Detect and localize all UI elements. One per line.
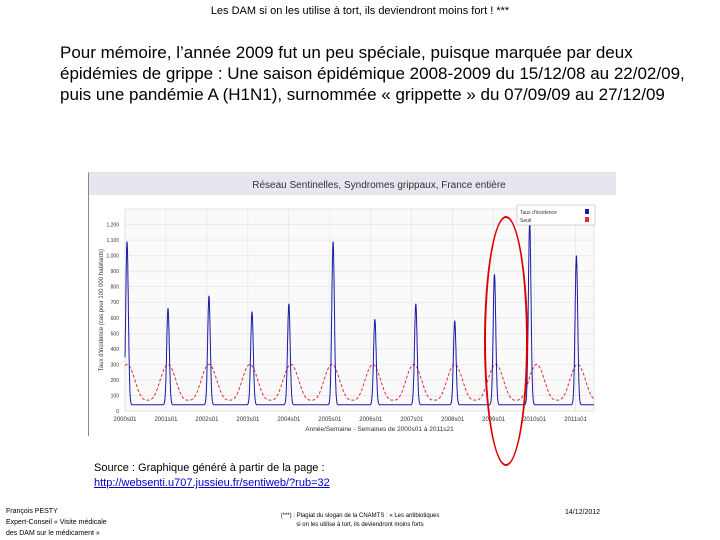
source-block <box>94 461 330 491</box>
header-title: Les DAM si on les utilise à tort, ils deviendront moins fort ! *** <box>210 5 510 17</box>
y-tick-label: 0 <box>116 409 119 415</box>
x-axis-label: Année/Semaine - Semaines de 2000s01 à 2011s21 <box>305 426 454 433</box>
x-tick-label: 2007s01 <box>400 417 424 423</box>
x-tick-label: 2003s01 <box>236 417 260 423</box>
x-tick-label: 2010s01 <box>523 417 547 423</box>
y-tick-label: 900 <box>110 269 119 276</box>
x-tick-label: 2008s01 <box>441 417 465 423</box>
legend-swatch-seuil <box>585 217 589 222</box>
y-tick-label: 100 <box>110 393 119 400</box>
x-tick-label: 2004s01 <box>277 417 301 423</box>
source-link[interactable]: http://websenti.u707.jussieu.fr/sentiweb/?rub=32 <box>94 477 330 489</box>
slide-date: 14/12/2012 <box>565 509 601 516</box>
author-role-2: des DAM sur le médicament » <box>6 530 100 537</box>
footnote-line-1: (***) : Plagiat du slogan de la CNAMTS : « Les antibiotiques <box>280 513 440 519</box>
author-name: François PESTY <box>6 508 58 515</box>
chart-image <box>88 172 616 436</box>
x-tick-label: 2001s01 <box>154 417 178 423</box>
y-axis-label: Taux d'incidence (cas pour 100 000 habitants) <box>99 248 105 372</box>
chart-legend <box>517 205 595 225</box>
y-tick-label: 1,200 <box>106 222 119 229</box>
legend-label-incidence: Taux d'incidence <box>520 210 557 216</box>
y-tick-label: 700 <box>110 300 119 307</box>
author-role: Expert-Conseil « Visite médicale <box>6 519 107 526</box>
memo-paragraph: Pour mémoire, l’année 2009 fut un peu spéciale, puisque marquée par deux épidémies de grippe : Une saison épidémique 2008-2009 du 15/12/08 au 22/02/09, puis une pandémie A (H1N1), surnommée « grippette » du 07/09/09 au 27/12/09 <box>60 43 685 104</box>
highlight-ellipse <box>484 216 528 466</box>
footnote-line-2: si on les utilise à tort, ils deviendront moins forts <box>296 522 424 528</box>
y-tick-label: 600 <box>110 315 119 322</box>
x-tick-label: 2005s01 <box>318 417 342 423</box>
source-label: Source : Graphique généré à partir de la page : <box>94 462 325 474</box>
y-tick-label: 1,100 <box>106 238 119 245</box>
legend-label-seuil: Seuil <box>520 218 532 224</box>
y-tick-label: 200 <box>110 377 119 384</box>
x-tick-label: 2006s01 <box>359 417 383 423</box>
x-tick-label: 2002s01 <box>195 417 219 423</box>
x-tick-label: 2009s01 <box>482 417 506 423</box>
x-tick-label: 2011s01 <box>564 417 587 423</box>
y-tick-label: 400 <box>110 346 119 353</box>
author-block <box>6 506 107 539</box>
x-tick-label: 2000s01 <box>113 417 137 423</box>
y-tick-label: 500 <box>110 331 119 338</box>
chart-title: Réseau Sentinelles, Syndromes grippaux, France entière <box>252 180 506 191</box>
y-tick-label: 1,000 <box>106 253 119 260</box>
legend-swatch-incidence <box>585 209 589 214</box>
y-tick-label: 300 <box>110 362 119 369</box>
incidence-chart <box>89 173 616 436</box>
y-tick-label: 800 <box>110 284 119 291</box>
footnote-block <box>240 512 480 530</box>
